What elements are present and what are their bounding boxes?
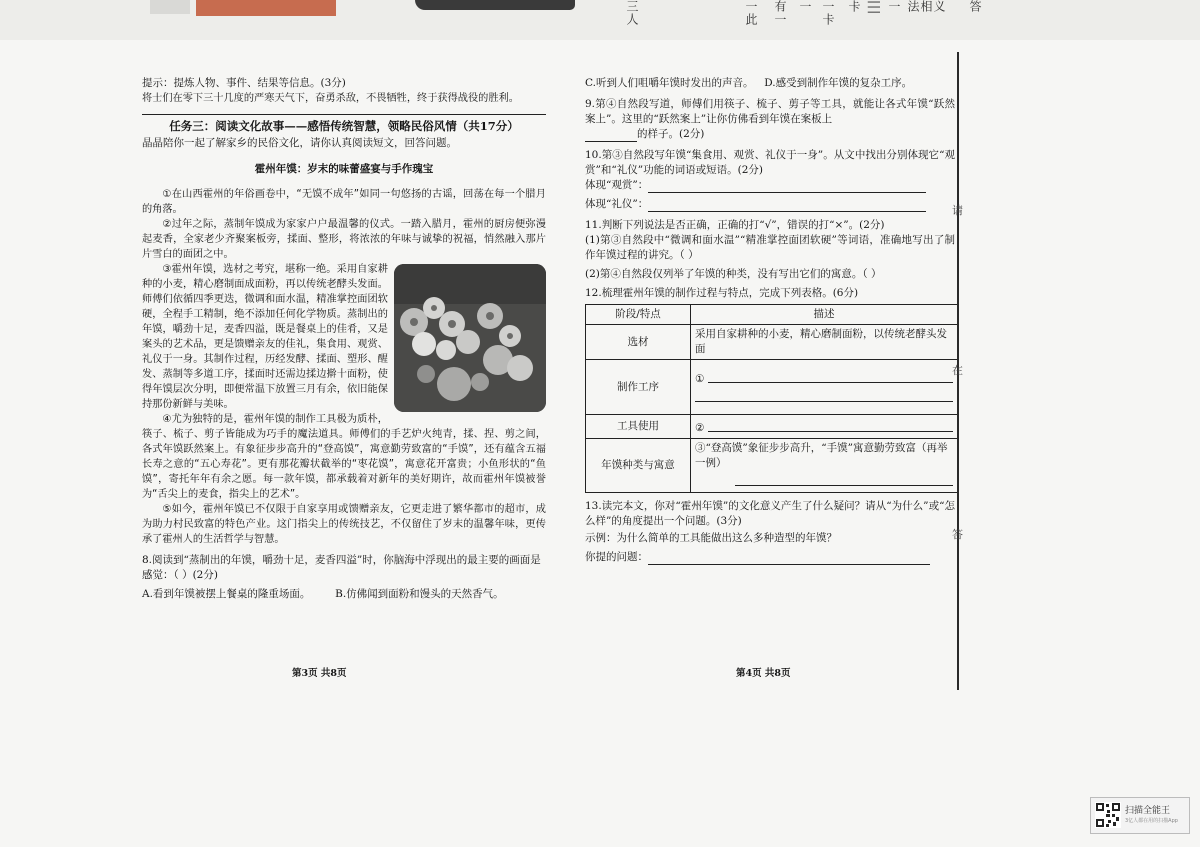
adjacent-text: 一 bbox=[798, 0, 812, 13]
option-a[interactable]: A.看到年馍被摆上餐桌的隆重场面。 bbox=[142, 588, 311, 600]
adjacent-text: 法 bbox=[906, 0, 920, 13]
answer-blank[interactable] bbox=[585, 130, 637, 142]
option-c[interactable]: C.听到人们咀嚼年馍时发出的声音。 bbox=[585, 77, 754, 89]
question-9-tail: 的样子。(2分) bbox=[637, 128, 705, 140]
adjacent-text: 义 bbox=[932, 0, 946, 13]
q7-answer: 将士们在零下三十几度的严寒天气下，奋勇杀敌，不畏牺牲，终于获得战役的胜利。 bbox=[142, 93, 519, 104]
scan-artifact bbox=[196, 0, 336, 16]
question-10b-label: 体现“礼仪”： bbox=[585, 198, 649, 210]
task-intro: 晶晶陪你一起了解家乡的民俗文化，请你认真阅读短文，回答问题。 bbox=[142, 137, 457, 149]
question-13-answer-line bbox=[585, 550, 955, 565]
adjacent-text: 一 bbox=[887, 0, 901, 13]
table-cell-text: ③“登高馍”象征步步高升，“手馍”寓意勤劳致富（再举一例） bbox=[695, 442, 948, 469]
scan-artifact bbox=[150, 0, 190, 14]
question-13: 13.读完本文，你对“霍州年馍”的文化意义产生了什么疑问？请从“为什么”或“怎么样”的角度提出一个问题。(3分) bbox=[585, 500, 955, 527]
article-title: 霍州年馍：岁末的味蕾盛宴与手作瑰宝 bbox=[254, 162, 434, 175]
question-10b-line bbox=[585, 197, 955, 212]
adjacent-text: 相 bbox=[919, 0, 933, 13]
binding-margin-mark: 答 bbox=[952, 528, 963, 541]
answer-blank[interactable] bbox=[648, 181, 926, 193]
task-three-title: 任务三：阅读文化故事——感悟传统智慧，领略民俗风情（共17分） bbox=[142, 114, 546, 134]
q7-hint: 提示：提炼人物、事件、结果等信息。(3分) bbox=[142, 77, 346, 89]
table-answer-cell[interactable] bbox=[691, 360, 958, 415]
top-adjacent-page-strip bbox=[0, 0, 1200, 40]
question-8: 8.阅读到“蒸制出的年馍，嚼劲十足，麦香四溢”时，你脑海中浮现出的最主要的画面是 bbox=[142, 554, 541, 566]
adjacent-text: ||| bbox=[868, 0, 882, 16]
table-row bbox=[586, 360, 958, 415]
table-header: 描述 bbox=[691, 305, 958, 325]
article-paragraph-3: ③霍州年馍，选材之考究，堪称一绝。采用自家耕种的小麦，精心磨制面成面粉，再以传统老酵头发面。师傅们依循四季更迭，微调和面水温，精准掌控面团软硬，全程手工精制，绝不添加任何化学物质。蒸制出的年馍，嚼劲十足，麦香四溢，既是餐桌上的佳肴，又是案头的艺术品，更是馈赠亲友的佳礼，集食用、观赏、礼仪于一身。其制作过程，历经发酵、揉面、塑形、醒发、蒸制等多道工序，揉面时还需边揉边擀十面粉，使得年馍层次分明，即便常温下放置三月有余，依旧能保持那份新鲜与美味。 bbox=[142, 264, 388, 410]
scanner-app-tagline: 3亿人都在用的扫描App bbox=[1125, 818, 1178, 824]
question-11: 11.判断下列说法是否正确，正确的打“√”，错误的打“×”。(2分) bbox=[585, 219, 885, 231]
qr-code-icon bbox=[1095, 802, 1121, 828]
answer-line[interactable] bbox=[735, 473, 953, 486]
answer-line[interactable] bbox=[708, 370, 953, 383]
table-answer-cell[interactable] bbox=[691, 415, 958, 439]
table-header: 阶段/特点 bbox=[586, 305, 691, 325]
answer-line[interactable] bbox=[708, 419, 953, 432]
table-row bbox=[586, 439, 958, 493]
question-9-answer-line bbox=[585, 127, 955, 142]
adjacent-text: 卡 bbox=[847, 0, 861, 13]
question-10: 10.第③自然段写年馍“集食用、观赏、礼仪于一身”。从文中找出分别体现它“观赏”和“礼仪”功能的词语或短语。(2分) bbox=[585, 149, 955, 176]
question-8-stem: 感觉：（ ）(2分) bbox=[142, 569, 218, 581]
adjacent-text: 答 bbox=[968, 0, 982, 13]
question-11-item-1: (1)第③自然段中“微调和面水温”“精准掌控面团软硬”等词语，准确地写出了制作年馍过程的讲究。（ ） bbox=[585, 234, 955, 261]
table-cell: 制作工序 bbox=[586, 360, 691, 415]
page-4-footer: 第4页 共8页 bbox=[736, 668, 791, 679]
question-13-prompt: 你提的问题： bbox=[585, 551, 648, 563]
scanner-watermark bbox=[1090, 797, 1190, 834]
answer-line[interactable] bbox=[695, 389, 953, 402]
article-paragraph-1: ①在山西霍州的年俗画卷中，“无馍不成年”如同一句悠扬的古谣，回荡在每一个腊月的角落。 bbox=[142, 189, 546, 215]
question-10a-label: 体现“观赏”： bbox=[585, 179, 649, 191]
question-11-item-2: (2)第④自然段仅列举了年馍的种类，没有写出它们的寓意。（ ） bbox=[585, 268, 882, 280]
article-paragraph-5: ⑤如今，霍州年馍已不仅限于自家享用或馈赠亲友，它更走进了繁华都市的超市，成为助力村民致富的特色产业。这门指尖上的传统技艺，不仅留住了岁末的温馨年味，更传承了霍州人的生活哲学与智慧。 bbox=[142, 504, 546, 545]
table-cell: 年馍种类与寓意 bbox=[586, 439, 691, 493]
circled-number: ① bbox=[695, 373, 705, 385]
article-paragraph-4: ④尤为独特的是，霍州年馍的制作工具极为质朴，筷子、梳子、剪子皆能成为巧手的魔法道具。师傅们的手艺炉火纯青，揉、捏、剪之间，各式年馍跃然案上。有象征步步高升的“登高馍”，寓意勤劳致富的“手馍”，还有蕴含五福长寿之意的“五心寿花”。更有那花瓣状截举的“枣花馍”，寓意花开富贵；小鱼形状的“鱼馍”，寄托年年有余之愿。每一款年馍，都承载着对新年的美好期许，故而霍州年馍被誉为“舌尖上的麦食，指尖上的艺术”。 bbox=[142, 414, 546, 500]
question-9: 9.第④自然段写道，师傅们用筷子、梳子、剪子等工具，就能让各式年馍“跃然案上”。这里的“跃然案上”让你仿佛看到年馍在案板上 bbox=[585, 98, 955, 125]
table-row bbox=[586, 325, 958, 360]
option-b[interactable]: B.仿佛闻到面粉和馒头的天然香气。 bbox=[335, 588, 504, 600]
table-cell: 采用自家耕种的小麦，精心磨制面粉，以传统老酵头发面 bbox=[691, 325, 958, 360]
option-d[interactable]: D.感受到制作年馍的复杂工序。 bbox=[764, 77, 913, 89]
table-cell: 选材 bbox=[586, 325, 691, 360]
question-8-options-ab bbox=[142, 587, 546, 602]
table-header-row bbox=[586, 305, 958, 325]
adjacent-text: 三人 bbox=[625, 0, 639, 26]
adjacent-text: 一此 bbox=[744, 0, 758, 26]
scan-artifact bbox=[415, 0, 575, 10]
adjacent-text: 有一 bbox=[773, 0, 787, 26]
article-paragraph-2: ②过年之际，蒸制年馍成为家家户户最温馨的仪式。一踏入腊月，霍州的厨房便弥漫起麦香，全家老少齐聚案板旁，揉面、整形，将浓浓的年味与诚挚的祝福，悄然融入那片片雪白的面团之中。 bbox=[142, 219, 546, 260]
table-cell: 工具使用 bbox=[586, 415, 691, 439]
steamed-bun-photo bbox=[394, 264, 546, 412]
table-answer-cell[interactable] bbox=[691, 439, 958, 493]
page-3-column bbox=[142, 76, 546, 602]
page-3-footer: 第3页 共8页 bbox=[292, 668, 347, 679]
question-12: 12.梳理霍州年馍的制作过程与特点，完成下列表格。(6分) bbox=[585, 287, 859, 299]
answer-blank[interactable] bbox=[648, 200, 926, 212]
binding-margin-mark: 在 bbox=[952, 364, 963, 377]
circled-number: ② bbox=[695, 422, 705, 434]
question-8-options-cd bbox=[585, 76, 955, 91]
adjacent-text: 一卡 bbox=[821, 0, 835, 26]
question-13-example: 示例：为什么简单的工具能做出这么多种造型的年馍？ bbox=[585, 532, 837, 544]
question-10a-line bbox=[585, 178, 955, 193]
question-12-table bbox=[585, 304, 958, 493]
scanner-app-name: 扫描全能王 bbox=[1125, 806, 1171, 816]
binding-margin-mark: 请 bbox=[952, 204, 963, 217]
page-4-column bbox=[585, 76, 955, 565]
answer-blank[interactable] bbox=[648, 553, 930, 565]
table-row bbox=[586, 415, 958, 439]
